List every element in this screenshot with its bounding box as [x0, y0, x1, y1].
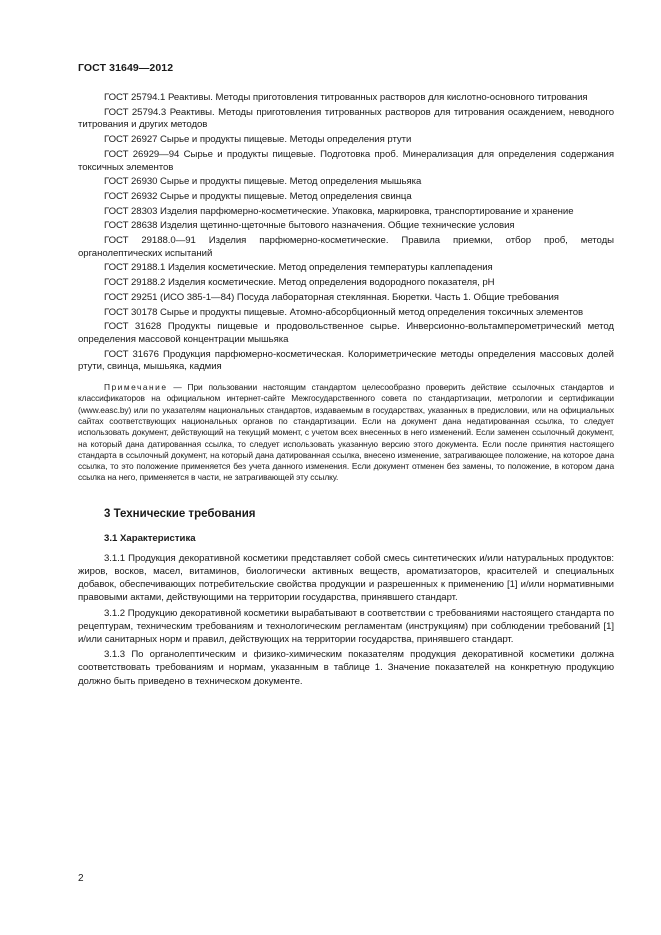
- page-number: 2: [78, 873, 84, 884]
- reference-item: ГОСТ 30178 Сырье и продукты пищевые. Атомно-абсорбционный метод определения токсичных элементов: [104, 306, 584, 318]
- document-header: ГОСТ 31649—2012: [78, 62, 174, 74]
- reference-item: ГОСТ 31676 Продукция парфюмерно-косметическая. Колориметрические методы определения массовых долей ртути, свинца, мышьяка, кадмия: [78, 348, 614, 373]
- reference-item: ГОСТ 31628 Продукты пищевые и продовольственное сырье. Инверсионно-вольтамперометрический метод определения массовой концентрации мышьяка: [78, 321, 614, 345]
- reference-item: ГОСТ 26929—94 Сырье и продукты пищевые. Подготовка проб. Минерализация для определения содержания токсичных элементов: [78, 148, 614, 173]
- reference-item: ГОСТ 28303 Изделия парфюмерно-косметические. Упаковка, маркировка, транспортирование и хранение: [104, 205, 574, 217]
- note-paragraph: [78, 382, 614, 484]
- note-text: — При пользовании настоящим стандартом целесообразно проверить действие ссылочных стандартов и классификаторов на официальном интернет-сайте Межгосударственного совета по стандартизации, метрологии и сертификации (www.easc.by) или по указателям национальных стандартов, издаваемым в государствах, указанных в предисловии, или на официальных сайтах соответствующих национальных органов по стандартизации. Если на документ дана недатированная ссылка, то следует использовать документ, действующий на текущий момент, с учетом всех внесенных в него изменений. Если заменен ссылочный документ, на который дана датированная ссылка, то следует использовать указанную версию этого документа. Если после принятия настоящего стандарта в ссылочный документ, на который дана датированная ссылка, внесено изменение, затрагивающее положение, на которое дана ссылка, то это положение применяется без учета данного изменения. Если документ отменен без замены, то положение, в котором дана ссылка на него, применяется в части, не затрагивающей эту ссылку.: [78, 382, 614, 483]
- reference-item: ГОСТ 29188.1 Изделия косметические. Метод определения температуры каплепадения: [104, 262, 493, 274]
- reference-item: ГОСТ 29251 (ИСО 385-1—84) Посуда лабораторная стеклянная. Бюретки. Часть 1. Общие требования: [104, 291, 559, 303]
- subsection-title: 3.1 Характеристика: [104, 532, 196, 544]
- reference-item: ГОСТ 25794.1 Реактивы. Методы приготовления титрованных растворов для кислотно-основного титрования: [104, 92, 588, 103]
- note-label: Примечание: [104, 382, 168, 393]
- clause-paragraph: 3.1.2 Продукцию декоративной косметики вырабатывают в соответствии с требованиями настоящего стандарта по рецептурам, техническим требованиям и технологическим регламентам (инструкциям) при соблюдении требований [1] и/или санитарных норм и правил, действующих на территории государства, принявшего стандарт.: [78, 607, 614, 645]
- reference-item: ГОСТ 26932 Сырье и продукты пищевые. Метод определения свинца: [104, 190, 412, 202]
- clause-paragraph: 3.1.3 По органолептическим и физико-химическим показателям продукция декоративной косметики должна соответствовать требованиям и нормам, указанным в таблице 1. Значение показателей на конкретную продукцию должно быть приведено в техническом документе.: [78, 649, 614, 687]
- reference-item: ГОСТ 26930 Сырье и продукты пищевые. Метод определения мышьяка: [104, 176, 422, 188]
- reference-item: ГОСТ 25794.3 Реактивы. Методы приготовления титрованных растворов для титрования осаждением, неводного титрования и других методов: [78, 106, 614, 131]
- normative-references: [78, 92, 614, 374]
- reference-item: ГОСТ 28638 Изделия щетинно-щеточные бытового назначения. Общие технические условия: [104, 220, 515, 232]
- clause-paragraph: 3.1.1 Продукция декоративной косметики представляет собой смесь синтетических и/или натуральных продуктов: жиров, восков, масел, витаминов, биологически активных веществ, ароматизаторов, красителей и специальных добавок, обеспечивающих потребительские свойства продукции и разрешенных к применению [1] и/или нормативными правовыми актами, действующими на территории государства, принявшего стандарт.: [78, 552, 614, 604]
- section-title: 3 Технические требования: [104, 507, 256, 520]
- document-body: [78, 92, 614, 688]
- reference-item: ГОСТ 26927 Сырье и продукты пищевые. Методы определения ртути: [104, 134, 412, 146]
- reference-item: ГОСТ 29188.0—91 Изделия парфюмерно-косметические. Правила приемки, отбор проб, методы органолептических испытаний: [78, 235, 614, 259]
- reference-item: ГОСТ 29188.2 Изделия косметические. Метод определения водородного показателя, pH: [104, 277, 495, 289]
